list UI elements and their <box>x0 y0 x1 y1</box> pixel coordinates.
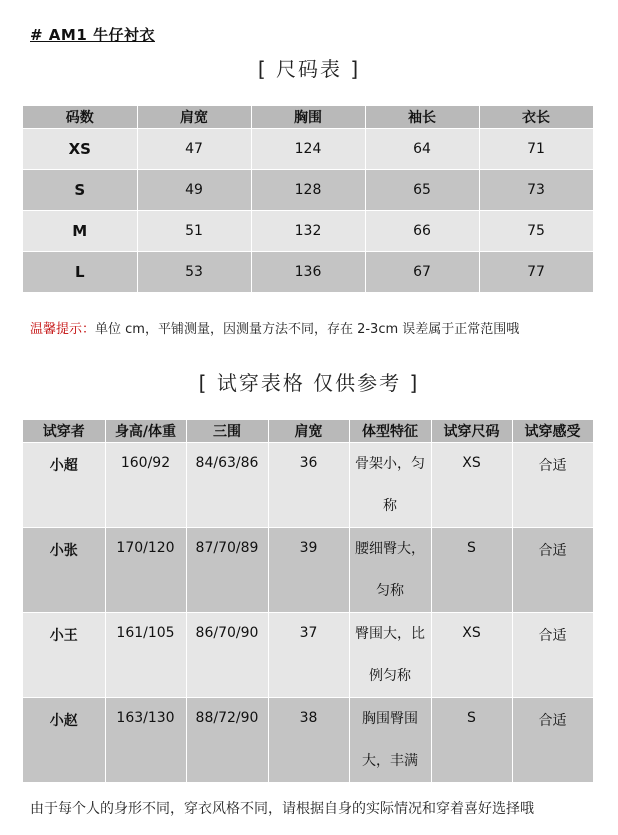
table-row <box>23 252 593 293</box>
size-label: S <box>23 170 137 211</box>
table-row <box>23 170 593 211</box>
tester-name: 小赵 <box>23 698 105 783</box>
table-cell: 53 <box>137 252 251 293</box>
table-row <box>23 698 593 783</box>
fit-header-cell: 试穿尺码 <box>431 420 512 443</box>
fit-header-cell: 体型特征 <box>349 420 431 443</box>
table-cell: 160/92 <box>105 443 186 528</box>
tip-text: 单位 cm，平铺测量，因测量方法不同，存在 2-3cm 误差属于正常范围哦 <box>95 322 520 337</box>
fit-chart-title: [ 试穿表格 仅供参考 ] <box>198 371 420 395</box>
body-type-cell: 胸围臀围大，丰满 <box>349 698 431 783</box>
table-cell: 47 <box>137 129 251 170</box>
table-cell: XS <box>431 443 512 528</box>
fit-table-header-row <box>23 420 593 443</box>
table-cell: S <box>431 528 512 613</box>
tip-label: 温馨提示： <box>30 322 96 337</box>
table-cell: 86/70/90 <box>186 613 268 698</box>
table-cell: 合适 <box>512 698 593 783</box>
table-row <box>23 613 593 698</box>
table-cell: 161/105 <box>105 613 186 698</box>
size-header-cell: 衣长 <box>479 106 593 129</box>
table-cell: 64 <box>365 129 479 170</box>
table-cell: S <box>431 698 512 783</box>
table-cell: 67 <box>365 252 479 293</box>
table-cell: 136 <box>251 252 365 293</box>
table-cell: 71 <box>479 129 593 170</box>
size-label: XS <box>23 129 137 170</box>
fit-chart-table <box>23 420 594 783</box>
table-cell: 51 <box>137 211 251 252</box>
table-cell: 49 <box>137 170 251 211</box>
table-cell: 87/70/89 <box>186 528 268 613</box>
measurement-tip <box>30 318 519 337</box>
table-row <box>23 211 593 252</box>
table-cell: 合适 <box>512 443 593 528</box>
fit-header-cell: 身高/体重 <box>105 420 186 443</box>
table-cell: 163/130 <box>105 698 186 783</box>
tester-name: 小超 <box>23 443 105 528</box>
tester-name: 小王 <box>23 613 105 698</box>
size-chart-title: [ 尺码表 ] <box>257 57 361 81</box>
table-cell: 65 <box>365 170 479 211</box>
size-header-cell: 码数 <box>23 106 137 129</box>
table-cell: 37 <box>268 613 349 698</box>
size-header-cell: 肩宽 <box>137 106 251 129</box>
table-cell: XS <box>431 613 512 698</box>
table-cell: 73 <box>479 170 593 211</box>
table-cell: 合适 <box>512 528 593 613</box>
size-table-header-row <box>23 106 593 129</box>
size-header-cell: 胸围 <box>251 106 365 129</box>
table-cell: 75 <box>479 211 593 252</box>
fit-header-cell: 三围 <box>186 420 268 443</box>
tester-name: 小张 <box>23 528 105 613</box>
size-label: L <box>23 252 137 293</box>
table-cell: 38 <box>268 698 349 783</box>
size-header-cell: 袖长 <box>365 106 479 129</box>
table-cell: 合适 <box>512 613 593 698</box>
table-cell: 88/72/90 <box>186 698 268 783</box>
table-cell: 39 <box>268 528 349 613</box>
body-type-cell: 骨架小，匀称 <box>349 443 431 528</box>
table-cell: 84/63/86 <box>186 443 268 528</box>
table-row <box>23 528 593 613</box>
table-row <box>23 129 593 170</box>
table-cell: 124 <box>251 129 365 170</box>
table-cell: 77 <box>479 252 593 293</box>
table-cell: 66 <box>365 211 479 252</box>
product-title: # AM1 牛仔衬衣 <box>30 26 155 44</box>
fit-header-cell: 试穿感受 <box>512 420 593 443</box>
table-row <box>23 443 593 528</box>
body-type-cell: 腰细臀大，匀称 <box>349 528 431 613</box>
fit-header-cell: 肩宽 <box>268 420 349 443</box>
size-label: M <box>23 211 137 252</box>
footer-note: 由于每个人的身形不同，穿衣风格不同，请根据自身的实际情况和穿着喜好选择哦 <box>30 801 534 817</box>
size-chart-table <box>23 106 594 293</box>
table-cell: 170/120 <box>105 528 186 613</box>
table-cell: 36 <box>268 443 349 528</box>
body-type-cell: 臀围大，比例匀称 <box>349 613 431 698</box>
fit-header-cell: 试穿者 <box>23 420 105 443</box>
table-cell: 132 <box>251 211 365 252</box>
table-cell: 128 <box>251 170 365 211</box>
